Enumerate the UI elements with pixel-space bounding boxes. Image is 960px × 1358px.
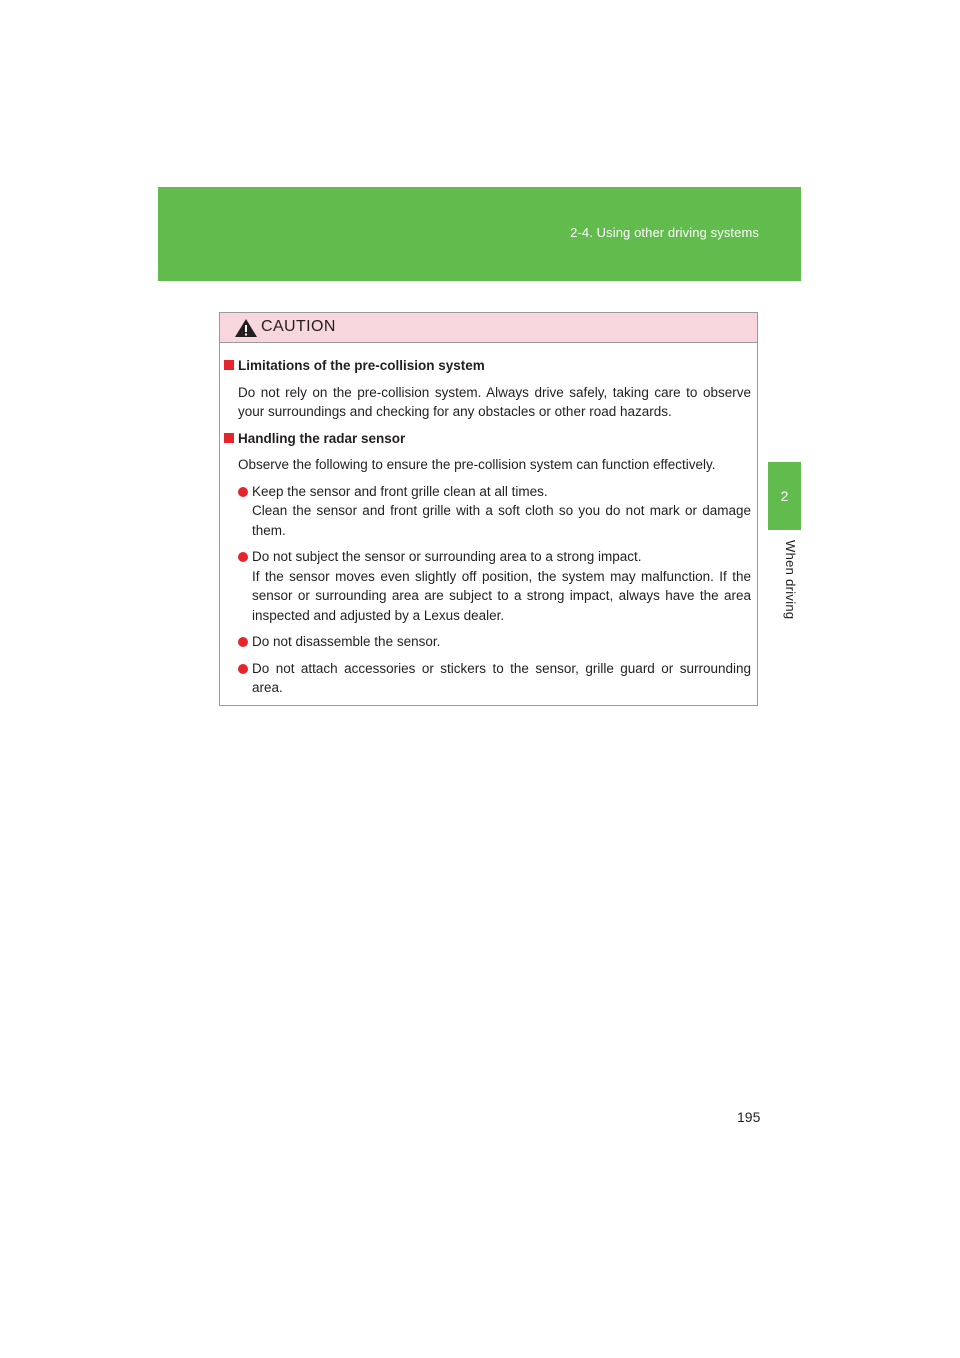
- section-heading: [224, 429, 751, 449]
- caution-title: CAUTION: [261, 318, 336, 335]
- bullet-item: [238, 632, 751, 652]
- bullet-lead: Do not attach accessories or stickers to the sensor, grille guard or surrounding area.: [252, 660, 751, 695]
- page-number: 195: [737, 1109, 761, 1125]
- bullet-text: [252, 632, 751, 652]
- bullet-item: [238, 547, 751, 625]
- caution-content: [220, 343, 757, 698]
- bullet-detail: If the sensor moves even slightly off position, the system may malfunction. If the sensor or surrounding area are subject to a strong impact, always have the area inspected and adjusted by a Lexus dealer.: [252, 568, 751, 623]
- bullet-text: [252, 547, 751, 625]
- bullet-item: [238, 482, 751, 541]
- section-paragraph: Observe the following to ensure the pre-collision system can function effectively.: [238, 457, 716, 472]
- section-paragraph: Do not rely on the pre-collision system. Always drive safely, taking care to observe your surroundings and checking for any obstacles or other road hazards.: [238, 384, 751, 419]
- bullet-lead: Do not subject the sensor or surrounding area to a strong impact.: [252, 549, 642, 564]
- bullet-lead: Do not disassemble the sensor.: [252, 634, 441, 649]
- caution-header: [220, 313, 757, 343]
- red-dot-icon: [238, 637, 248, 647]
- warning-triangle-icon: [234, 318, 258, 338]
- red-square-icon: [224, 433, 234, 443]
- bullet-item: [238, 659, 751, 698]
- section-title: 2-4. Using other driving systems: [570, 225, 759, 240]
- red-square-icon: [224, 360, 234, 370]
- bullet-text: [252, 659, 751, 698]
- bullet-lead: Keep the sensor and front grille clean at all times.: [252, 483, 548, 499]
- red-dot-icon: [238, 487, 248, 497]
- chapter-tab: 2: [768, 462, 801, 530]
- heading-text: Limitations of the pre-collision system: [238, 358, 485, 373]
- section-heading: [224, 356, 751, 376]
- bullet-text: [252, 482, 751, 541]
- red-dot-icon: [238, 552, 248, 562]
- red-dot-icon: [238, 664, 248, 674]
- heading-text: Handling the radar sensor: [238, 430, 406, 446]
- chapter-label: When driving: [783, 540, 798, 620]
- header-band: [158, 187, 801, 281]
- caution-box: [219, 312, 758, 706]
- bullet-detail: Clean the sensor and front grille with a soft cloth so you do not mark or damage them.: [252, 503, 751, 538]
